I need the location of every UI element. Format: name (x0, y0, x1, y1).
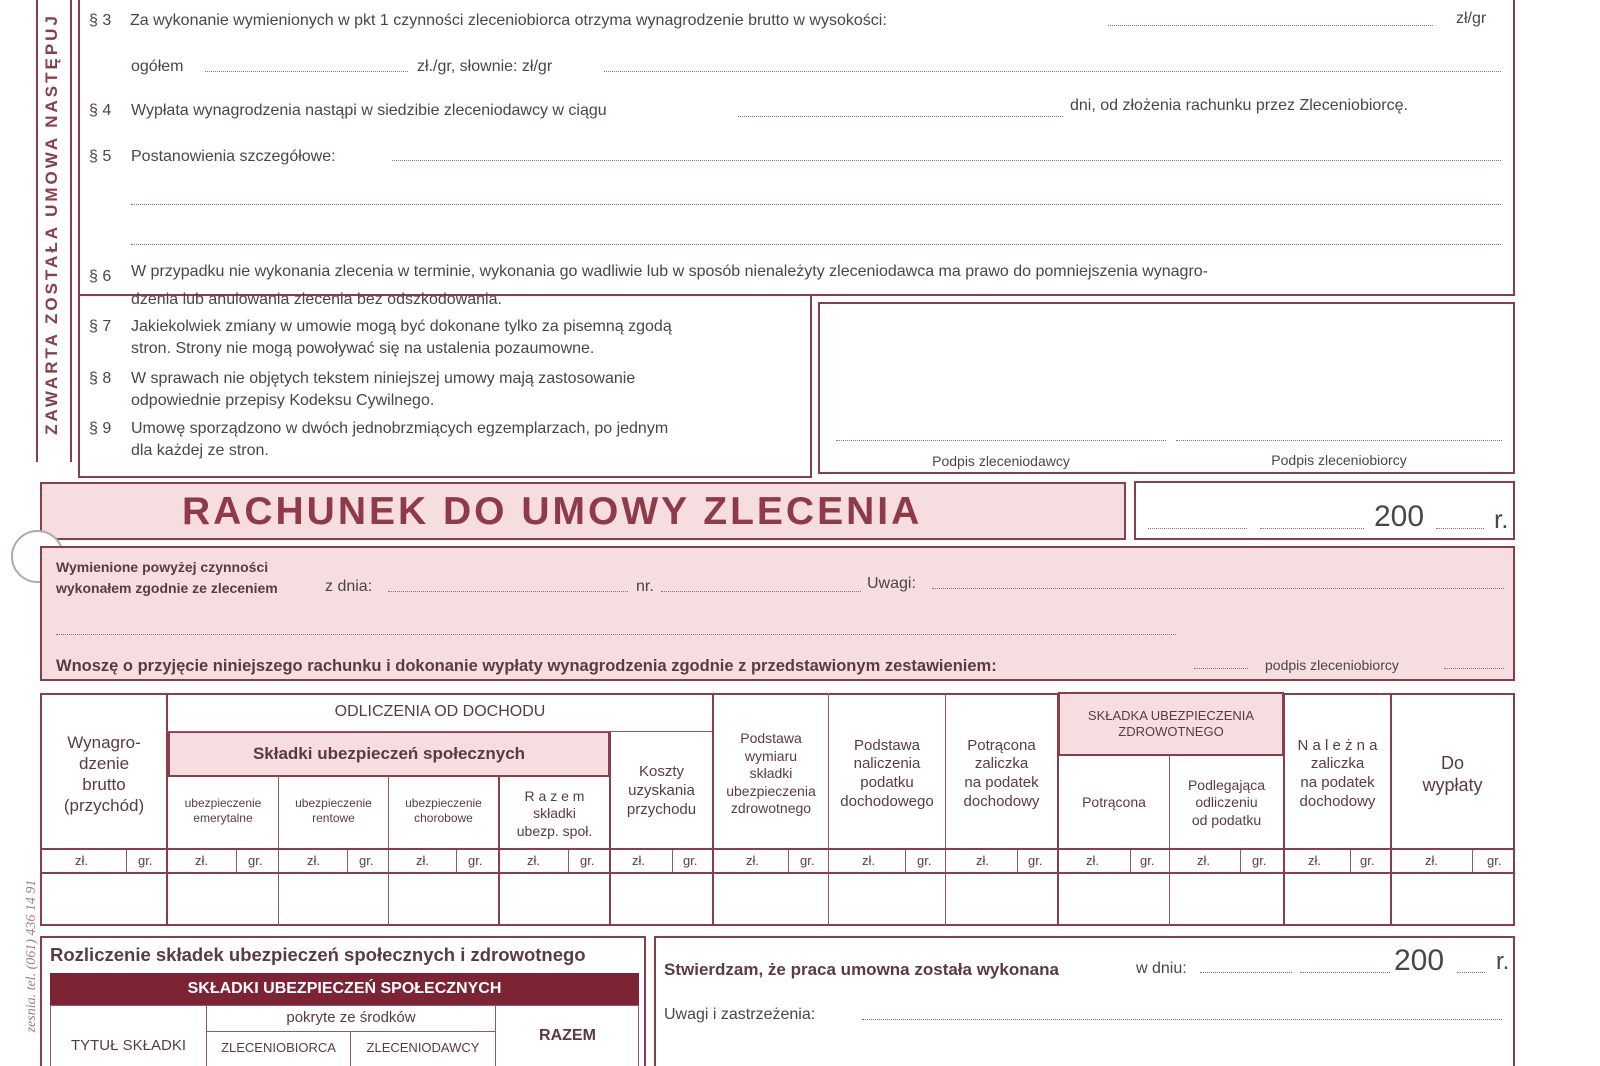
unit-health-base-zl: zł. (746, 853, 759, 868)
performed-line1: Wymienione powyżej czynności (56, 559, 269, 575)
p3-words-label: zł./gr, słownie: zł/gr (417, 58, 553, 75)
unit-health-withheld-zl: zł. (1086, 853, 1099, 868)
confirmation-year: 200 (1394, 944, 1445, 977)
principal-column: ZLECENIODAWCY (366, 1039, 480, 1055)
p8-line2: odpowiednie przepisy Kodeksu Cywilnego. (131, 392, 435, 409)
amount-input-row[interactable] (44, 876, 1511, 922)
unit-health-base-gr: gr. (800, 853, 815, 868)
tax-withheld-header: Potrącona zaliczka na podatek dochodowy (963, 736, 1040, 810)
remarks-label: Uwagi: (867, 575, 916, 592)
p4-text: Wypłata wynagrodzenia nastąpi w siedzibie zleceniodawcy w ciągu (131, 102, 607, 119)
payment-request: Wnoszę o przyjęcie niniejszego rachunku i dokonanie wypłaty wynagrodzenia zgodnie z przedstawionym zestawieniem: (56, 657, 997, 675)
unit-social-total-zl: zł. (527, 853, 540, 868)
unit-sickness-zl: zł. (416, 853, 429, 868)
unit-health-deductible-gr: gr. (1252, 853, 1267, 868)
unit-tax-due-zl: zł. (1308, 853, 1321, 868)
costs-header: Koszty uzyskania przychodu (626, 763, 697, 818)
total-column: RAZEM (539, 1027, 596, 1044)
contractor-signature-label: Podpis zleceniobiorcy (1271, 452, 1407, 468)
p7-line1: Jakiekolwiek zmiany w umowie mogą być dokonane tylko za pisemną zgodą (131, 318, 672, 335)
disability-header: ubezpieczenie rentowe (295, 796, 372, 825)
p9-line1: Umowę sporządzono w dwóch jednobrzmiących egzemplarzach, po jednym (131, 420, 669, 437)
health-header-label: SKŁADKA UBEZPIECZENIA ZDROWOTNEGO (1087, 707, 1255, 739)
tax-base-header: Podstawa naliczenia podatku dochodowego (840, 736, 934, 810)
contractor-signature-caption: podpis zleceniobiorcy (1265, 657, 1399, 673)
p8-number: § 8 (89, 370, 112, 387)
p3-text: Za wykonanie wymienionych w pkt 1 czynności zleceniobiorca otrzyma wynagrodzenie brutto w wysokości: (130, 12, 887, 29)
request-signature-field[interactable] (1194, 668, 1248, 669)
p7-line2: stron. Strony nie mogą powoływać się na ustalenia pozaumowne. (131, 340, 595, 357)
from-date-field[interactable] (388, 591, 628, 592)
confirmation-text: Stwierdzam, że praca umowna została wykonana (664, 960, 1059, 979)
sickness-header: ubezpieczenie chorobowe (405, 796, 482, 825)
contractor-signature-field[interactable] (1176, 440, 1502, 441)
p4-days-field[interactable] (738, 116, 1063, 117)
confirmation-date-label: w dniu: (1136, 960, 1187, 977)
social-header-label: Składki ubezpieczeń społecznych (252, 744, 526, 764)
p5-number: § 5 (89, 148, 112, 165)
pension-header: ubezpieczenie emerytalne (184, 796, 262, 825)
covered-from-label: pokryte ze środków (286, 1009, 416, 1027)
confirmation-year-field[interactable] (1457, 972, 1485, 973)
health-withheld-header: Potrącona (1082, 794, 1146, 811)
unit-gross-zl: zł. (75, 853, 88, 868)
from-date-label: z dnia: (325, 578, 373, 595)
invoice-year: 200 (1374, 500, 1425, 533)
remarks-field-2[interactable] (56, 634, 1176, 635)
unit-pension-zl: zł. (195, 853, 208, 868)
p6-number: § 6 (89, 268, 112, 285)
p3-total-label: ogółem (131, 58, 184, 75)
unit-gross-gr: gr. (138, 853, 153, 868)
invoice-date-box (1134, 481, 1515, 540)
request-signature-field-2[interactable] (1444, 668, 1504, 669)
confirmation-box (654, 936, 1515, 1066)
p3-amount-field[interactable] (1108, 25, 1433, 26)
p6-line2: dzenia lub anulowania zlecenia bez odszkodowania. (131, 291, 502, 308)
p9-number: § 9 (89, 420, 112, 437)
unit-pension-gr: gr. (248, 853, 263, 868)
invoice-year-suffix: r. (1494, 504, 1509, 534)
unit-social-total-gr: gr. (580, 853, 595, 868)
p4-number: § 4 (89, 102, 112, 119)
remarks-field[interactable] (932, 588, 1504, 589)
p5-field-2[interactable] (131, 204, 1501, 205)
signature-box (818, 302, 1515, 474)
invoice-day-field[interactable] (1148, 528, 1247, 529)
invoice-year-field[interactable] (1436, 528, 1484, 529)
principal-signature-label: Podpis zleceniodawcy (932, 453, 1070, 469)
deductions-header: ODLICZENIA OD DOCHODU (334, 703, 546, 720)
side-label: ZAWARTA ZOSTAŁA UMOWA NASTĘPUJ (42, 13, 61, 435)
unit-health-deductible-zl: zł. (1197, 853, 1210, 868)
unit-tax-base-zl: zł. (862, 853, 875, 868)
unit-costs-zl: zł. (632, 853, 645, 868)
invoice-title: RACHUNEK DO UMOWY ZLECENIA (182, 490, 923, 533)
confirmation-month-field[interactable] (1300, 972, 1390, 973)
p5-field-1[interactable] (392, 160, 1501, 161)
p6-line1: W przypadku nie wykonania zlecenia w terminie, wykonania go wadliwie lub w sposób nienależyty zleceniodawca ma prawo do pomniejszenia wynagro- (131, 263, 1208, 280)
contribution-type-label: TYTUŁ SKŁADKI (70, 1036, 187, 1054)
p3-words-field[interactable] (604, 71, 1501, 72)
p7-number: § 7 (89, 318, 112, 335)
contractor-column: ZLECENIOBIORCA (221, 1039, 336, 1055)
gross-header: Wynagro- dzenie brutto (przychód) (63, 732, 145, 816)
social-total-header: R a z e m składki ubezp. społ. (516, 787, 593, 839)
social-contributions-header: SKŁADKI UBEZPIECZEŃ SPOŁECZNYCH (187, 980, 502, 997)
confirmation-year-suffix: r. (1496, 948, 1510, 975)
unit-disability-zl: zł. (307, 853, 320, 868)
p5-field-3[interactable] (131, 244, 1501, 245)
payout-header: Do wypłaty (1422, 752, 1483, 795)
health-base-header: Podstawa wymiaru składki ubezpieczenia zdrowotnego (726, 730, 816, 817)
nr-field[interactable] (661, 591, 861, 592)
p3-number: § 3 (89, 12, 112, 29)
unit-payout-gr: gr. (1487, 853, 1502, 868)
principal-signature-field[interactable] (836, 440, 1166, 441)
p5-text: Postanowienia szczegółowe: (131, 148, 336, 165)
unit-tax-due-gr: gr. (1360, 853, 1375, 868)
p8-line1: W sprawach nie objętych tekstem niniejszej umowy mają zastosowanie (131, 370, 636, 387)
unit-tax-withheld-zl: zł. (976, 853, 989, 868)
invoice-month-field[interactable] (1260, 528, 1364, 529)
side-code: zesnia. tel. (061) 436 14 91 (24, 879, 39, 1033)
performed-line2: wykonałem zgodnie ze zleceniem (56, 580, 278, 596)
p4-text-end: dni, od złożenia rachunku przez Zleceniobiorcę. (1070, 97, 1408, 114)
confirmation-day-field[interactable] (1200, 972, 1292, 973)
confirmation-remarks-field[interactable] (862, 1019, 1502, 1020)
unit-tax-base-gr: gr. (917, 853, 932, 868)
unit-costs-gr: gr. (683, 853, 698, 868)
unit-health-withheld-gr: gr. (1140, 853, 1155, 868)
confirmation-remarks-label: Uwagi i zastrzeżenia: (664, 1006, 816, 1023)
unit-payout-zl: zł. (1425, 853, 1438, 868)
unit-tax-withheld-gr: gr. (1028, 853, 1043, 868)
p3-total-field[interactable] (205, 71, 408, 72)
p3-unit: zł/gr (1456, 10, 1487, 27)
p9-line2: dla każdej ze stron. (131, 442, 269, 459)
unit-sickness-gr: gr. (468, 853, 483, 868)
unit-disability-gr: gr. (359, 853, 374, 868)
contribution-settlement-title: Rozliczenie składek ubezpieczeń społecznych i zdrowotnego (50, 944, 586, 965)
health-deductible-header: Podlegająca odliczeniu od podatku (1187, 776, 1266, 828)
tax-due-header: N a l e ż n a zaliczka na podatek dochodowy (1297, 736, 1378, 810)
nr-label: nr. (636, 578, 654, 595)
